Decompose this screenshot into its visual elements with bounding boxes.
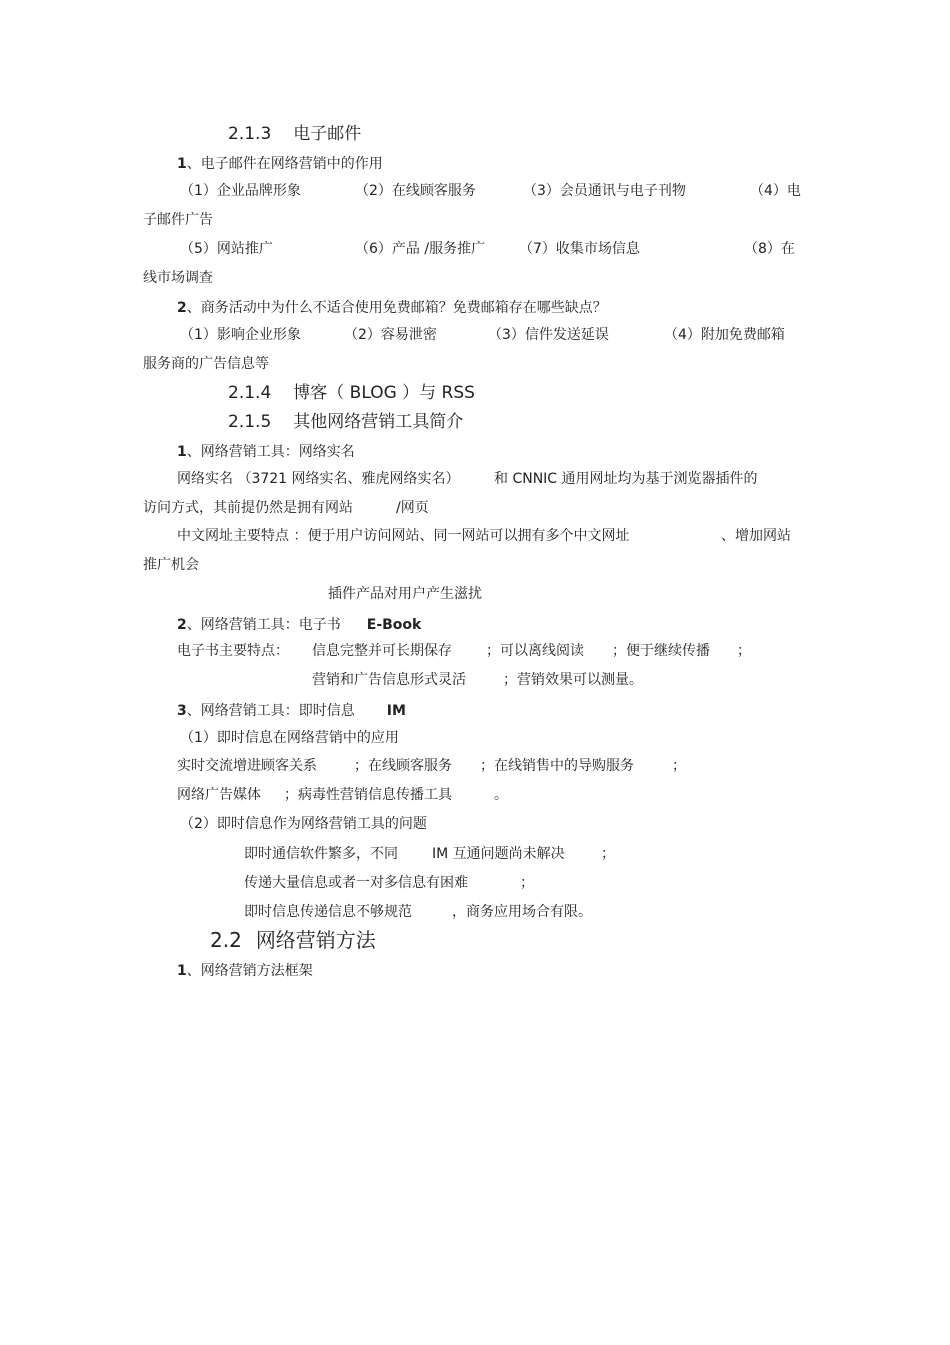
tool-3-sub-2-line-1 <box>0 845 950 863</box>
item-number: 1 <box>177 444 187 460</box>
paragraph-text: ；可以离线阅读 <box>486 643 584 659</box>
heading-title: 网络营销方法 <box>255 928 376 952</box>
paragraph-text: 营销和广告信息形式灵活 <box>312 672 466 688</box>
paragraph-text: 电子书主要特点： <box>177 643 289 659</box>
list-item: （3）会员通讯与电子刊物 <box>523 183 686 199</box>
question-2 <box>177 299 607 317</box>
tool-1-line-5: 插件产品对用户产生滋扰 <box>328 586 482 602</box>
list-item: （2）在线顾客服务 <box>355 183 476 199</box>
heading-2-1-5 <box>228 411 463 433</box>
paragraph-text: 即时信息传递信息不够规范 <box>244 904 412 920</box>
paragraph-text: ；在线顾客服务 <box>354 758 452 774</box>
paragraph-text: 网络广告媒体 <box>177 787 261 803</box>
tool-3-sub-2-line-2 <box>0 874 950 892</box>
item-text: 、网络营销工具：网络实名 <box>186 444 355 460</box>
heading-title: 博客（ BLOG ）与 RSS <box>293 383 475 403</box>
email-roles-row-2-cont: 线市场调查 <box>143 270 213 286</box>
item-number: 2 <box>177 617 187 633</box>
tool-1-line-4: 推广机会 <box>143 557 199 573</box>
tool-3-heading <box>177 702 406 720</box>
tool-3-sub-1-line-2 <box>0 786 950 804</box>
paragraph-text: ； <box>601 846 615 862</box>
item-english: IM <box>386 703 406 719</box>
free-mail-drawbacks-row <box>0 326 950 344</box>
paragraph-text: /网页 <box>396 500 429 516</box>
item-text: 、网络营销方法框架 <box>186 963 313 979</box>
email-roles-row-1-cont: 子邮件广告 <box>143 212 213 228</box>
list-item: （4）电 <box>750 183 801 199</box>
paragraph-text: 访问方式，其前提仍然是拥有网站 <box>143 500 353 516</box>
tool-2-heading <box>177 616 421 634</box>
paragraph-text: ； <box>737 643 751 659</box>
paragraph-text: 信息完整并可长期保存 <box>312 643 452 659</box>
email-roles-row-1 <box>0 182 950 200</box>
list-item: （4）附加免费邮箱 <box>664 327 785 343</box>
paragraph-text: 网络实名 （3721 网络实名、雅虎网络实名） <box>177 471 460 487</box>
item-number: 2 <box>177 300 187 316</box>
list-item: （7）收集市场信息 <box>519 241 640 257</box>
paragraph-text: ；营销效果可以测量。 <box>503 672 643 688</box>
tool-1-line-3 <box>0 527 950 545</box>
item-text: 、电子邮件在网络营销中的作用 <box>186 156 383 172</box>
heading-number: 2.2 <box>210 928 242 952</box>
list-item: （3）信件发送延误 <box>488 327 609 343</box>
item-english: E-Book <box>366 617 422 633</box>
item-text: 、网络营销工具：即时信息 <box>186 703 355 719</box>
paragraph-text: 即时通信软件繁多，不同 <box>244 846 398 862</box>
question-1 <box>177 155 383 173</box>
tool-3-sub-2: （2）即时信息作为网络营销工具的问题 <box>180 816 427 832</box>
heading-title: 电子邮件 <box>293 124 362 144</box>
heading-number: 2.1.3 <box>228 124 272 144</box>
paragraph-text: 传递大量信息或者一对多信息有困难 <box>244 875 468 891</box>
paragraph-text: ，商务应用场合有限。 <box>452 904 592 920</box>
list-item: （6）产品 /服务推广 <box>355 241 486 257</box>
tool-1-heading <box>177 443 355 461</box>
item-number: 1 <box>177 963 187 979</box>
list-item: （2）容易泄密 <box>344 327 437 343</box>
paragraph-text: ； <box>672 758 686 774</box>
item-text: 、商务活动中为什么不适合使用免费邮箱？免费邮箱存在哪些缺点？ <box>186 300 607 316</box>
paragraph-text: IM 互通问题尚未解决 <box>432 846 565 862</box>
paragraph-text: ； <box>520 875 534 891</box>
heading-title: 其他网络营销工具简介 <box>293 412 464 432</box>
list-item: （1）影响企业形象 <box>180 327 301 343</box>
tool-1-line-1 <box>0 470 950 488</box>
tool-3-sub-1-line-1 <box>0 757 950 775</box>
paragraph-text: 中文网址主要特点 ：便于用户访问网站、同一网站可以拥有多个中文网址 <box>177 528 630 544</box>
method-1-heading <box>177 962 313 980</box>
tool-1-line-2 <box>0 499 950 517</box>
paragraph-text: 、增加网站 <box>721 528 791 544</box>
email-roles-row-2 <box>0 240 950 258</box>
free-mail-drawbacks-cont: 服务商的广告信息等 <box>143 356 269 372</box>
list-item: （8）在 <box>744 241 795 257</box>
heading-2-1-3 <box>228 123 361 145</box>
paragraph-text: 实时交流增进顾客关系 <box>177 758 317 774</box>
tool-2-line-1 <box>0 642 950 660</box>
heading-2-2 <box>210 927 376 953</box>
paragraph-text: ；病毒性营销信息传播工具 <box>284 787 452 803</box>
paragraph-text: ；便于继续传播 <box>612 643 710 659</box>
paragraph-text: 。 <box>494 787 508 803</box>
tool-3-sub-2-line-3 <box>0 903 950 921</box>
heading-2-1-4 <box>228 382 475 404</box>
item-number: 3 <box>177 703 187 719</box>
item-number: 1 <box>177 156 187 172</box>
tool-3-sub-1: （1）即时信息在网络营销中的应用 <box>180 730 399 746</box>
paragraph-text: ；在线销售中的导购服务 <box>480 758 634 774</box>
heading-number: 2.1.4 <box>228 383 272 403</box>
list-item: （5）网站推广 <box>180 241 273 257</box>
list-item: （1）企业品牌形象 <box>180 183 301 199</box>
item-text: 、网络营销工具：电子书 <box>186 617 341 633</box>
tool-2-line-2 <box>0 671 950 689</box>
heading-number: 2.1.5 <box>228 412 272 432</box>
paragraph-text: 和 CNNIC 通用网址均为基于浏览器插件的 <box>494 471 758 487</box>
